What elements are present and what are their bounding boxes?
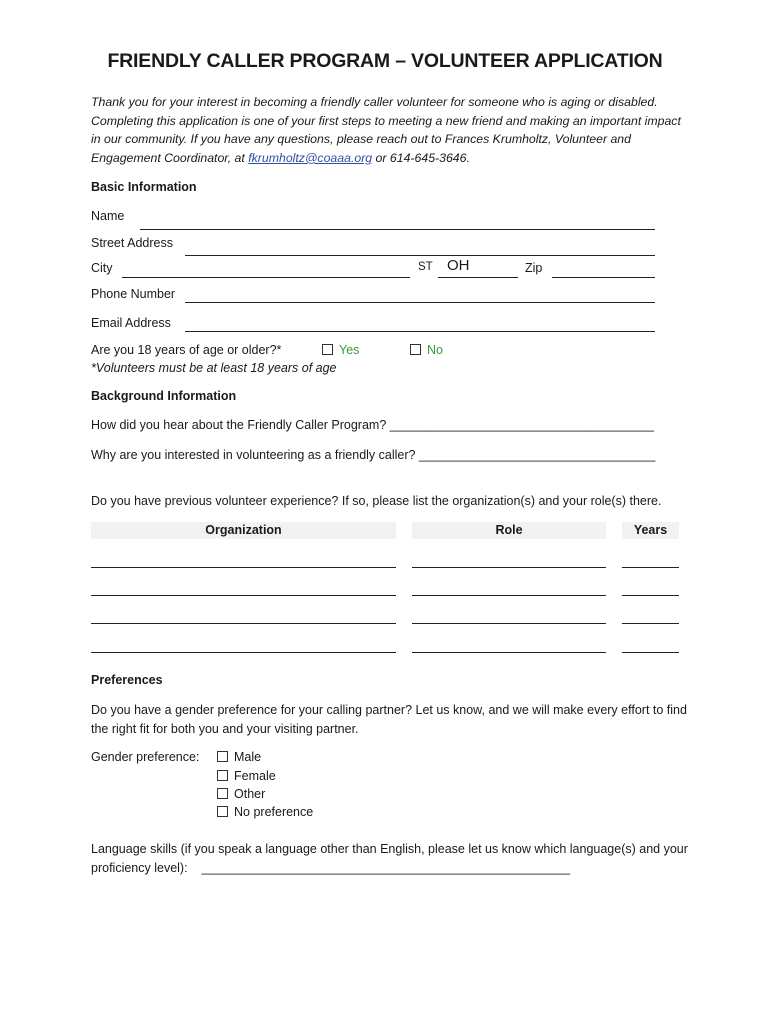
female-label: Female <box>234 769 276 783</box>
age-yes-option[interactable] <box>322 343 359 357</box>
gender-option-female[interactable] <box>217 769 276 783</box>
zip-field[interactable] <box>552 277 655 278</box>
years-field[interactable] <box>622 623 679 624</box>
language-skills-question <box>91 840 691 877</box>
organization-field[interactable] <box>91 652 396 653</box>
table-header-years: Years <box>622 522 679 539</box>
gender-preference-label: Gender preference: <box>91 750 200 764</box>
email-field[interactable] <box>185 331 655 332</box>
no-preference-checkbox[interactable] <box>217 806 228 817</box>
gender-preference-intro: Do you have a gender preference for your calling partner? Let us know, and we will make every effort to find the right fit for both you and your visiting partner. <box>91 703 687 736</box>
role-field[interactable] <box>412 652 606 653</box>
background-info-heading: Background Information <box>91 389 237 403</box>
phone-field[interactable] <box>185 302 655 303</box>
language-skills-field[interactable]: _____________________________________________________ <box>201 860 571 875</box>
experience-question: Do you have previous volunteer experience? If so, please list the organization(s) and your role(s) there. <box>91 494 662 508</box>
role-field[interactable] <box>412 595 606 596</box>
phone-label: Phone Number <box>91 287 176 301</box>
no-label: No <box>427 343 443 357</box>
male-checkbox[interactable] <box>217 751 228 762</box>
intro-contact-phone: or 614-645-3646. <box>372 150 470 165</box>
other-label: Other <box>234 787 266 801</box>
role-field[interactable] <box>412 623 606 624</box>
organization-field[interactable] <box>91 623 396 624</box>
yes-checkbox[interactable] <box>322 344 333 355</box>
years-field[interactable] <box>622 567 679 568</box>
female-checkbox[interactable] <box>217 770 228 781</box>
no-checkbox[interactable] <box>410 344 421 355</box>
zip-label: Zip <box>525 261 543 275</box>
email-label: Email Address <box>91 316 171 330</box>
language-skills-text: Language skills (if you speak a language other than English, please let us know which language(s) and your proficiency level): <box>91 842 688 875</box>
gender-option-no-preference[interactable] <box>217 805 313 819</box>
name-label: Name <box>91 209 125 223</box>
years-field[interactable] <box>622 652 679 653</box>
gender-option-other[interactable] <box>217 787 265 801</box>
hear-about-question[interactable]: How did you hear about the Friendly Caller Program? ______________________________________ <box>91 418 654 432</box>
age-question: Are you 18 years of age or older?* <box>91 343 282 357</box>
city-field[interactable] <box>122 277 410 278</box>
yes-label: Yes <box>339 343 360 357</box>
table-header-organization: Organization <box>91 522 396 539</box>
street-address-field[interactable] <box>185 255 655 256</box>
intro-paragraph <box>91 93 691 167</box>
male-label: Male <box>234 750 262 764</box>
intro-text: Thank you for your interest in becoming a friendly caller volunteer for someone who is aging or disabled. Completing this application is one of your first steps to meeting a new friend and making an important impact in our community. If you have any questions, please reach out to Frances Krumholtz, Volunteer and Engagement Coordinator, at <box>91 95 681 165</box>
age-no-option[interactable] <box>410 343 443 357</box>
organization-field[interactable] <box>91 567 396 568</box>
street-address-label: Street Address <box>91 236 173 250</box>
why-volunteer-question[interactable]: Why are you interested in volunteering as a friendly caller? __________________________________ <box>91 448 656 462</box>
no-preference-label: No preference <box>234 805 314 819</box>
table-header-role: Role <box>412 522 606 539</box>
other-checkbox[interactable] <box>217 788 228 799</box>
years-field[interactable] <box>622 595 679 596</box>
city-label: City <box>91 261 113 275</box>
age-note: *Volunteers must be at least 18 years of age <box>91 361 337 375</box>
coordinator-email-link[interactable]: fkrumholtz@coaaa.org <box>248 150 373 165</box>
preferences-heading: Preferences <box>91 673 163 687</box>
basic-info-heading: Basic Information <box>91 180 197 194</box>
page-title: FRIENDLY CALLER PROGRAM – VOLUNTEER APPLICATION <box>107 50 663 72</box>
role-field[interactable] <box>412 567 606 568</box>
state-label: ST <box>418 261 433 273</box>
state-field[interactable] <box>438 277 518 278</box>
name-field[interactable] <box>140 229 655 230</box>
organization-field[interactable] <box>91 595 396 596</box>
gender-option-male[interactable] <box>217 750 261 764</box>
state-value: OH <box>447 257 470 274</box>
